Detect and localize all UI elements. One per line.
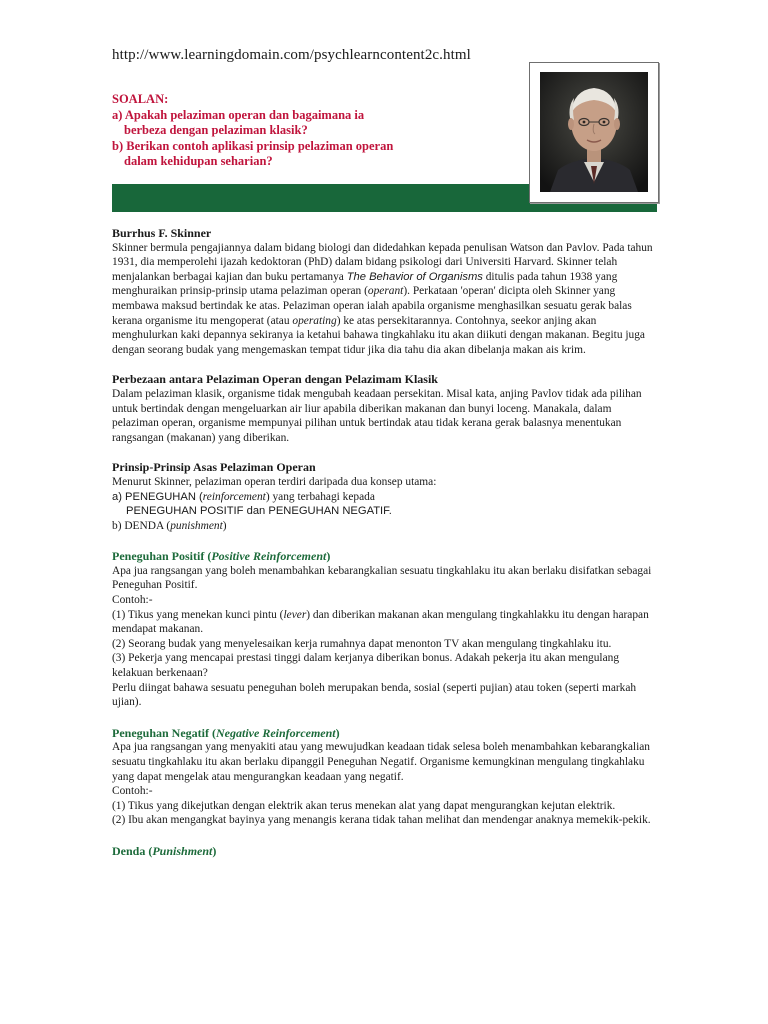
term-lever: lever	[283, 608, 307, 621]
term-operant: operant	[367, 285, 404, 298]
positif-example-2: (2) Seorang budak yang menyelesaikan kerja rumahnya dapat menonton TV akan mengulang tingkahlaku itu.	[112, 637, 612, 650]
positif-ex1-text-2: ) dan diberikan makanan akan mengulang tingkahlakku itu dengan harapan mendapat makanan.	[112, 608, 649, 636]
perbezaan-heading: Perbezaan antara Pelaziman Operan dengan Pelazimam Klasik	[112, 372, 438, 387]
prinsip-heading: Prinsip-Prinsip Asas Pelaziman Operan	[112, 460, 316, 475]
positif-heading	[112, 549, 660, 564]
positif-note: Perlu diingat bahawa sesuatu peneguhan boleh merupakan benda, sosial (seperti pujian) atau token (seperti markah ujian).	[112, 681, 637, 709]
item-a-text: a) PENEGUHAN (	[112, 490, 203, 503]
question-b-line2: dalam kehidupan seharian?	[124, 154, 273, 168]
positif-example-3: (3) Pekerja yang mencapai prestasi tinggi dalam kerjanya diberikan bonus. Adakah pekerja itu akan mengulang kelakuan berkenaan?	[112, 652, 620, 680]
positif-ex1-text: (1) Tikus yang menekan kunci pintu (	[112, 608, 284, 621]
perbezaan-paragraph: Dalam pelaziman klasik, organisme tidak mengubah keadaan persekitan. Misal kata, anjing Pavlov tidak ada pilihan untuk bertindak dengan mengeluarkan air liur apabila diberikan makanan dan bunyi loceng. Manakala, dalam pelaziman operan, organisme mempunyai pilihan untuk bertindak atau tidak kerana gerak balasnya menentukan rangsangan (makanan) yang diberikan.	[112, 387, 642, 444]
negatif-heading	[112, 726, 660, 741]
prinsip-intro: Menurut Skinner, pelaziman operan terdiri daripada dua konsep utama:	[112, 475, 437, 488]
skinner-text-4: ) ke atas persekitarannya. Contohnya, seekor anjing akan menghulurkan kaki depannya sekiranya ia ketahui bahawa tingkahlaku itu akan diikuti dengan makanan. Begitu juga dengan seorang budak yang mengemaskan tempat tidur jika dia tahu dia akan dibelanja makan ais krim.	[112, 314, 645, 356]
skinner-heading: Burrhus F. Skinner	[112, 226, 212, 240]
term-operating: operating	[292, 314, 337, 327]
negatif-example-1: (1) Tikus yang dikejutkan dengan elektrik akan terus menekan alat yang dapat mengurangkan kejutan elektrik.	[112, 799, 616, 812]
term-reinforcement: reinforcement	[202, 490, 266, 503]
positif-heading-text: Peneguhan Positif (	[112, 549, 212, 564]
article-body	[112, 226, 660, 859]
questions-block	[112, 92, 532, 170]
positif-heading-close: )	[326, 549, 331, 564]
item-b-text: b) DENDA (	[112, 519, 171, 532]
negatif-heading-close: )	[335, 725, 340, 740]
positif-contoh-label: Contoh:-	[112, 594, 153, 607]
positif-definition: Apa jua rangsangan yang boleh menambahkan kebarangkalian sesuatu tingkahlaku itu akan berlaku disifatkan sebagai Peneguhan Positif.	[112, 564, 652, 592]
negatif-example-2: (2) Ibu akan mengangkat bayinya yang menangis kerana tidak tahan melihat dan mendengar anaknya memekik-pekik.	[112, 814, 651, 827]
question-b-line1: b) Berikan contoh aplikasi prinsip pelaziman operan	[112, 138, 394, 153]
portrait-photo-frame	[529, 62, 659, 203]
prinsip-item-a	[112, 490, 660, 505]
skinner-text-3: ). Perkataan 'operan' dicipta oleh Skinner yang membawa maksud bertindak ke atas. Pelaziman operan ialah apabila organisme menghasilkan sesuatu gerak balas kerana organisme itu mengoperat (atau	[112, 285, 632, 327]
negatif-contoh-label: Contoh:-	[112, 785, 153, 798]
skinner-portrait	[540, 72, 648, 192]
source-url[interactable]: http://www.learningdomain.com/psychlearncontent2c.html	[112, 47, 471, 63]
item-b-close: )	[222, 519, 227, 532]
skinner-paragraph	[112, 241, 660, 358]
denda-heading-text: Denda (	[112, 843, 153, 858]
skinner-text-1: Skinner bermula pengajiannya dalam bidang biologi dan didedahkan kepada penulisan Watson dan Pavlov. Pada tahun 1931, dia memperolehi ijazah kedoktoran (PhD) dalam bidang psikologi dari Universiti Harvard. Skinner telah menjalankan berbagai kajian dan buku pertamanya	[112, 241, 653, 283]
denda-heading-close: )	[212, 843, 217, 858]
prinsip-item-b	[112, 519, 660, 534]
negatif-definition: Apa jua rangsangan yang menyakiti atau yang mewujudkan keadaan tidak selesa boleh menambahkan kebarangkalian sesuatu tingkahlaku itu akan berlaku dipanggil Peneguhan Negatif. Organisme kemungkinan mengulang tingkahlaku yang dapat mengelak atau mengurangkan keadaan yang negatif.	[112, 741, 651, 783]
prinsip-item-a-line2: PENEGUHAN POSITIF dan PENEGUHAN NEGATIF.	[126, 505, 392, 518]
negatif-heading-term: Negative Reinforcement	[216, 725, 336, 740]
questions-title: SOALAN:	[112, 92, 169, 106]
negatif-heading-text: Peneguhan Negatif (	[112, 725, 216, 740]
question-a-line2: berbeza dengan pelaziman klasik?	[124, 123, 308, 137]
denda-heading-term: Punishment	[152, 843, 213, 858]
positif-heading-term: Positive Reinforcement	[211, 549, 327, 564]
book-title: The Behavior of Organisms	[346, 270, 483, 283]
term-punishment: punishment	[170, 519, 223, 532]
positif-example-1	[112, 608, 660, 637]
denda-heading	[112, 844, 660, 859]
portrait-image	[540, 72, 648, 192]
skinner-text-2: ditulis pada tahun 1938 yang menghuraikan prinsip-prinsip utama pelaziman operan (	[112, 270, 618, 298]
item-a-text-2: ) yang terbahagi kepada	[265, 490, 375, 503]
question-a-line1: a) Apakah pelaziman operan dan bagaimana ia	[112, 107, 365, 122]
divider-highlight	[112, 183, 174, 184]
